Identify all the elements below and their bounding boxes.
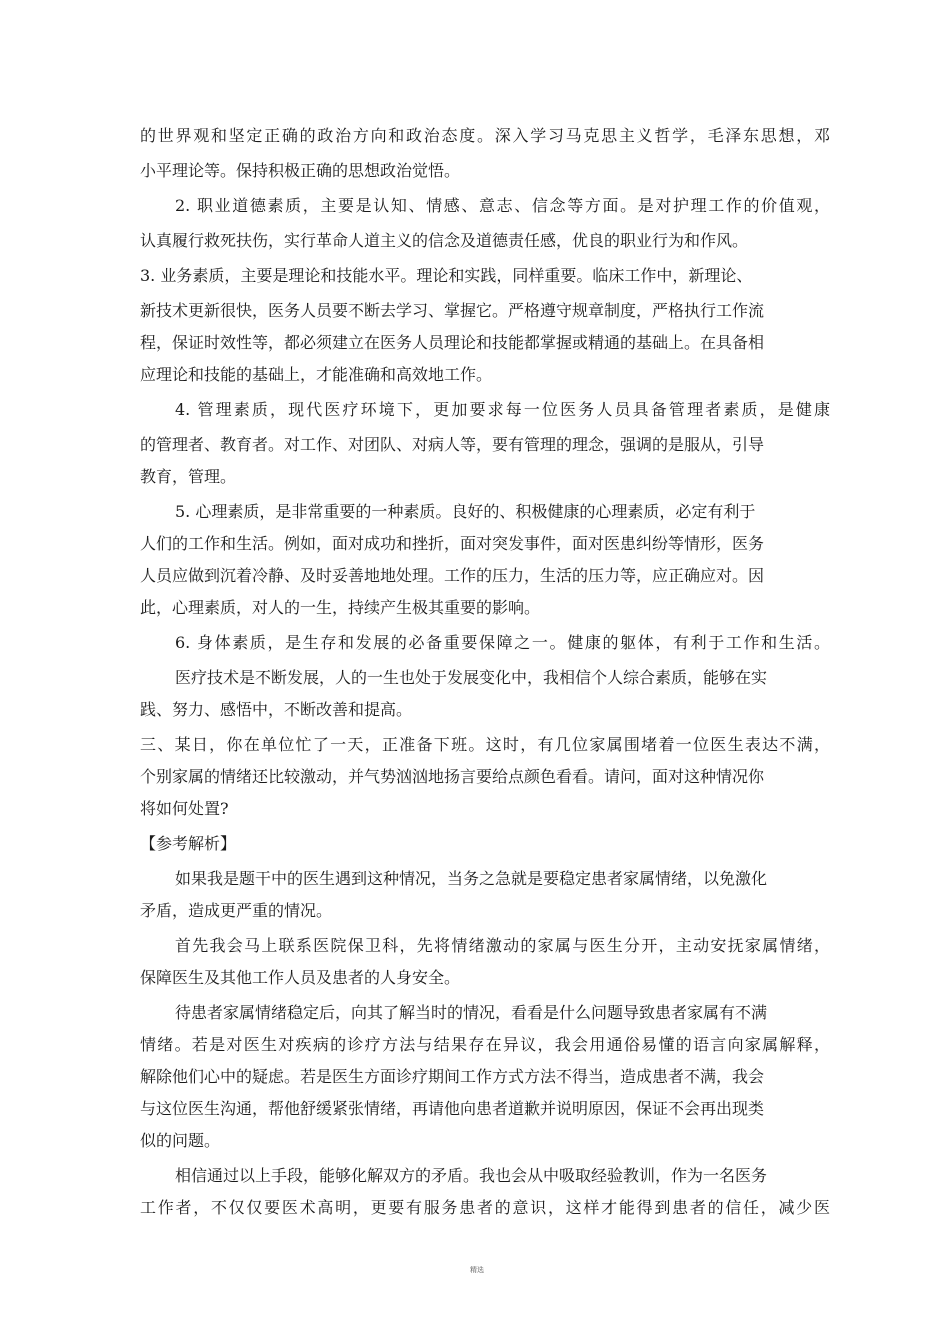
text-line: 新技术更新很快，医务人员要不断去学习、掌握它。严格遵守规章制度，严格执行工作流: [140, 301, 765, 320]
text-line: 工作者，不仅仅要医术高明，更要有服务患者的意识，这样才能得到患者的信任，减少医: [140, 1198, 830, 1217]
text-line: 认真履行救死扶伤，实行革命人道主义的信念及道德责任感，优良的职业行为和作风。: [140, 231, 749, 250]
text-line: 人员应做到沉着冷静、及时妥善地地处理。工作的压力，生活的压力等，应正确应对。因: [140, 566, 765, 585]
text-line: 【参考解析】: [140, 834, 237, 853]
text-line: 小平理论等。保持积极正确的思想政治觉悟。: [140, 161, 461, 180]
text-line: 3. 业务素质，主要是理论和技能水平。理论和实践，同样重要。临床工作中，新理论、: [140, 266, 753, 285]
text-line: 践、努力、感悟中，不断改善和提高。: [140, 700, 413, 719]
text-line: 将如何处置?: [140, 799, 229, 818]
text-line: 的世界观和坚定正确的政治方向和政治态度。深入学习马克思主义哲学，毛泽东思想，邓: [140, 126, 830, 145]
text-line: 个别家属的情绪还比较激动，并气势汹汹地扬言要给点颜色看看。请问，面对这种情况你: [140, 767, 765, 786]
text-line: 情绪。若是对医生对疾病的诊疗方法与结果存在异议，我会用通俗易懂的语言向家属解释，: [140, 1035, 830, 1054]
text-line: 2. 职业道德素质，主要是认知、情感、意志、信念等方面。是对护理工作的价值观，: [175, 196, 830, 215]
text-line: 三、某日，你在单位忙了一天，正准备下班。这时，有几位家属围堵着一位医生表达不满，: [140, 735, 830, 754]
text-line: 相信通过以上手段，能够化解双方的矛盾。我也会从中吸取经验教训，作为一名医务: [175, 1166, 768, 1185]
text-line: 待患者家属情绪稳定后，向其了解当时的情况，看看是什么问题导致患者家属有不满: [175, 1003, 768, 1022]
text-line: 教育，管理。: [140, 467, 237, 486]
text-line: 人们的工作和生活。例如，面对成功和挫折，面对突发事件，面对医患纠纷等情形，医务: [140, 534, 765, 553]
text-line: 与这位医生沟通，帮他舒缓紧张情绪，再请他向患者道歉并说明原因，保证不会再出现类: [140, 1099, 765, 1118]
text-line: 解除他们心中的疑虑。若是医生方面诊疗期间工作方式方法不得当，造成患者不满，我会: [140, 1067, 765, 1086]
text-line: 5. 心理素质，是非常重要的一种素质。良好的、积极健康的心理素质，必定有利于: [175, 502, 756, 521]
text-line: 似的问题。: [140, 1131, 221, 1150]
text-line: 如果我是题干中的医生遇到这种情况，当务之急就是要稳定患者家属情绪，以免激化: [175, 869, 768, 888]
text-line: 矛盾，造成更严重的情况。: [140, 901, 333, 920]
text-line: 此，心理素质，对人的一生，持续产生极其重要的影响。: [140, 598, 541, 617]
text-line: 保障医生及其他工作人员及患者的人身安全。: [140, 968, 461, 987]
text-line: 4. 管理素质，现代医疗环境下，更加要求每一位医务人员具备管理者素质，是健康: [175, 400, 830, 419]
text-line: 6. 身体素质，是生存和发展的必备重要保障之一。健康的躯体，有利于工作和生活。: [175, 633, 830, 652]
text-line: 的管理者、教育者。对工作、对团队、对病人等，要有管理的理念，强调的是服从，引导: [140, 435, 765, 454]
text-line: 首先我会马上联系医院保卫科，先将情绪激动的家属与医生分开，主动安抚家属情绪，: [175, 936, 830, 955]
text-line: 程，保证时效性等，都必须建立在医务人员理论和技能都掌握或精通的基础上。在具备相: [140, 333, 765, 352]
text-line: 应理论和技能的基础上，才能准确和高效地工作。: [140, 365, 493, 384]
page-footer: 精选: [470, 1266, 484, 1274]
text-line: 医疗技术是不断发展，人的一生也处于发展变化中，我相信个人综合素质，能够在实: [175, 668, 768, 687]
